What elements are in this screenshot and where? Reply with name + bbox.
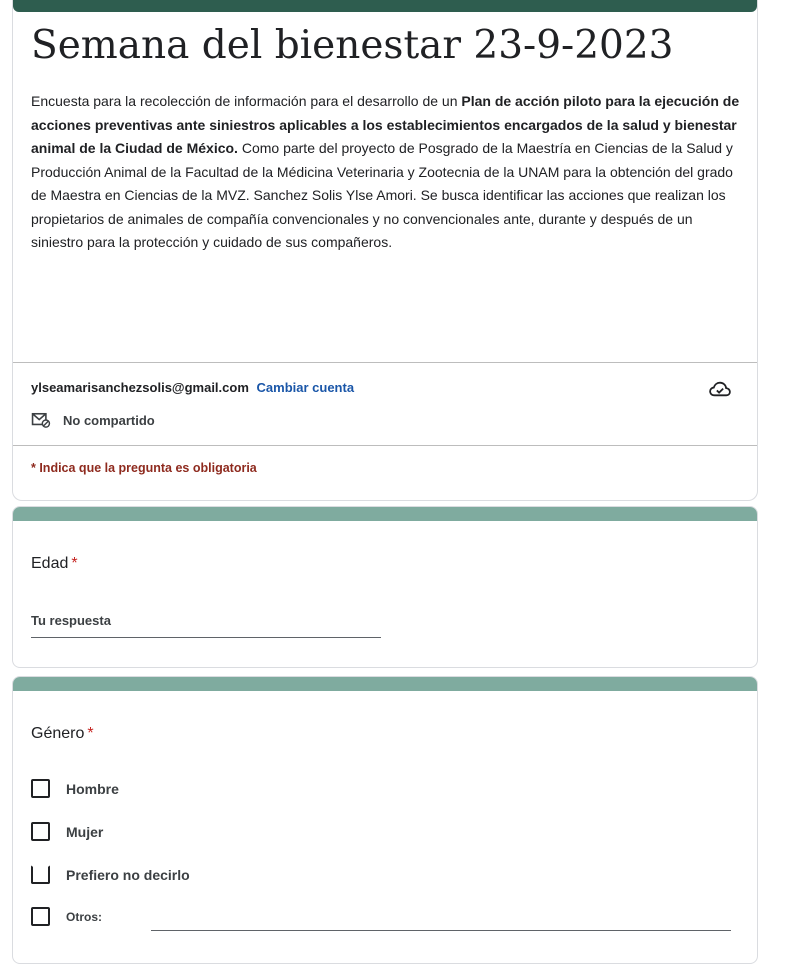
sharing-status-row [31,412,155,428]
header-accent-bar [13,0,757,12]
cloud-check-icon [709,380,731,398]
checkbox[interactable] [31,907,50,926]
question-card-genero [12,676,758,964]
form-title: Semana del bienestar 23-9-2023 [31,23,674,68]
account-email: ylseamarisanchezsolis@gmail.com [31,380,249,395]
description-topic: Plan de acción piloto para la ejecución de acciones preventivas ante siniestros aplicables a los establecimientos encargados de la salud y bienestar animal de la Ciudad de México. [31,93,740,156]
option-label: Hombre [66,780,119,797]
checkbox[interactable] [31,865,50,884]
form-header-card [12,0,758,501]
question-band [13,677,757,691]
option-label: Mujer [66,823,104,840]
question-card-edad [12,506,758,668]
checkbox[interactable] [31,822,50,841]
question-label: Edad [31,555,69,572]
option-label: Prefiero no decirlo [66,866,190,883]
required-note: * Indica que la pregunta es obligatoria [31,461,257,475]
other-text-input[interactable] [151,930,731,931]
option-hombre[interactable] [31,779,119,798]
description-rest: Como parte del proyecto de Posgrado de la Maestría en Ciencias de la Salud y Producción Animal de la Facultad de la Médicina Veterinaria y Zootecnia de la UNAM para la obtención del grado de Maestra en Ciencias de la MVZ. Sanchez Solis Ylse Amori. Se busca identificar las acciones que realizan los propietarios de animales de compañía convencionales y no convencionales ante, durante y después de un siniestro para la protección y cuidado de sus compañeros. [31,140,733,250]
mail-not-shared-icon [31,412,51,428]
age-input-underline [31,637,381,638]
option-label: Otros: [66,909,102,924]
option-prefiero-no-decirlo[interactable] [31,865,190,884]
required-asterisk: * [71,555,78,572]
form-description [31,90,741,255]
option-otros[interactable] [31,907,102,926]
sharing-status: No compartido [63,412,155,428]
switch-account-link[interactable]: Cambiar cuenta [256,380,355,395]
question-title [31,555,78,573]
account-row [31,380,354,395]
divider [13,445,757,446]
question-title [31,725,94,743]
question-label: Género [31,725,85,742]
description-intro: Encuesta para la recolección de información para el desarrollo de un [31,93,462,109]
option-mujer[interactable] [31,822,103,841]
required-asterisk: * [87,725,94,742]
divider [13,362,757,363]
age-input[interactable]: Tu respuesta [31,613,111,628]
question-band [13,507,757,521]
checkbox[interactable] [31,779,50,798]
